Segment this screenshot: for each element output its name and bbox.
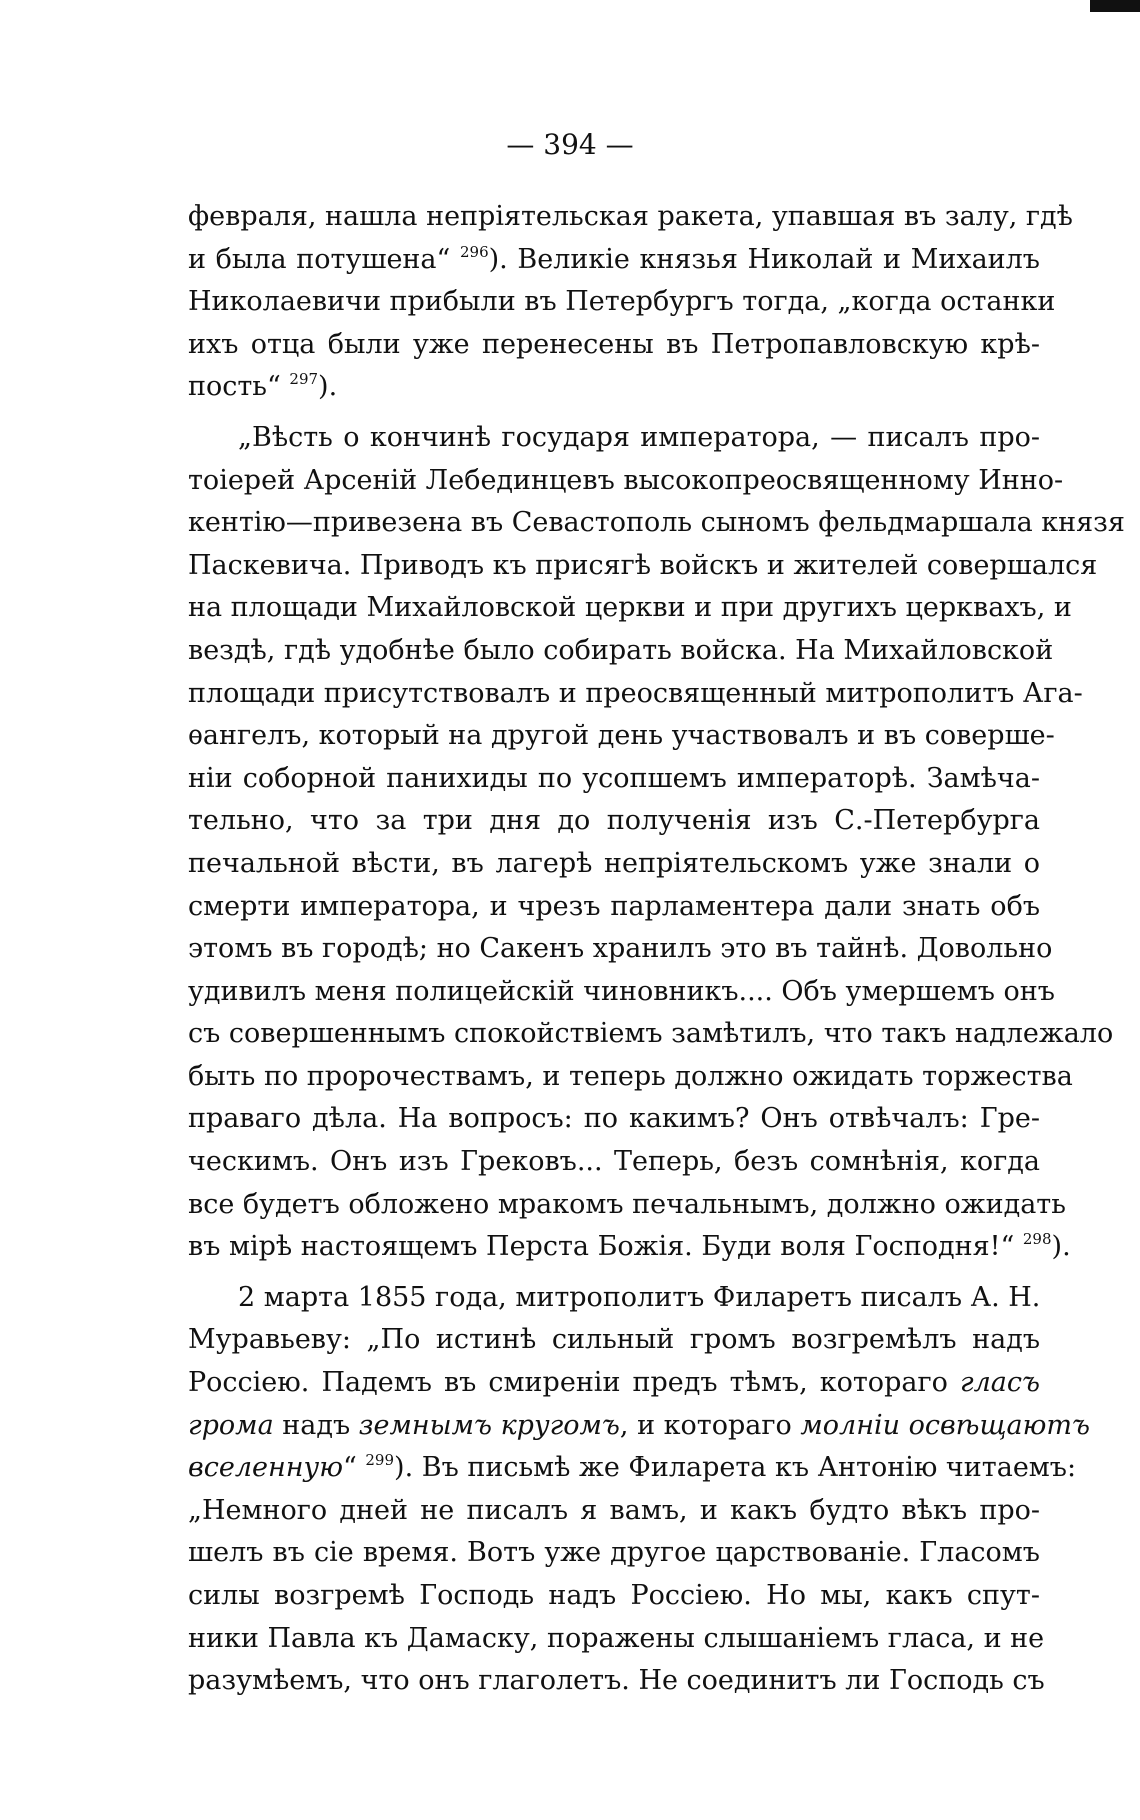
text-line: шелъ въ сіе время. Вотъ уже другое царствованіе. Гласомъ: [188, 1537, 1040, 1569]
text-line: тельно, что за три дня до полученія изъ С.-Петербурга: [188, 805, 1040, 837]
text-line: удивилъ меня полицейскій чиновникъ.... Объ умершемъ онъ: [188, 975, 1055, 1007]
line-text: “: [343, 1452, 366, 1484]
text-line: вездѣ, гдѣ удобнѣе было собирать войска. На Михайловской: [188, 634, 1054, 666]
text-line: ніи соборной панихиды по усопшемъ императорѣ. Замѣча-: [188, 762, 1040, 794]
line-text: ).: [1051, 1231, 1071, 1263]
footnote-ref: 297: [289, 370, 319, 389]
text-line: [188, 1447, 1077, 1490]
text-line: [188, 1362, 1040, 1405]
text-line: этомъ въ городѣ; но Сакенъ хранилъ это въ тайнѣ. Довольно: [188, 933, 1053, 965]
text-line: февраля, нашла непріятельская ракета, упавшая въ залу, гдѣ: [188, 201, 1073, 232]
text-line: разумѣемъ, что онъ глаголетъ. Не соединитъ ли Господь съ: [188, 1665, 1045, 1697]
line-text: ). Великіе князья Николай и Михаилъ: [488, 243, 1040, 275]
italic-text: вселенную: [188, 1452, 343, 1484]
text-line: смерти императора, и чрезъ парламентера дали знать объ: [188, 890, 1040, 922]
text-line: силы возгремѣ Господь надъ Россіею. Но мы, какъ спут-: [188, 1580, 1040, 1611]
italic-text: молніи освѣщаютъ: [800, 1409, 1090, 1441]
line-text: ). Въ письмѣ же Филарета къ Антонію читаемъ:: [394, 1452, 1077, 1484]
text-line: съ совершеннымъ спокойствіемъ замѣтилъ, что такъ надлежало: [188, 1018, 1114, 1050]
line-text: и была потушена“: [188, 243, 460, 275]
italic-text: грома: [188, 1409, 274, 1441]
text-line: тоіерей Арсеній Лебединцевъ высокопреосвященному Инно-: [188, 464, 1064, 496]
line-text: Россіею. Падемъ въ смиреніи предъ тѣмъ, котораго: [188, 1367, 960, 1399]
text-line: площади присутствовалъ и преосвященный митрополитъ Ага-: [188, 677, 1083, 709]
scan-corner-mark: [1090, 0, 1140, 12]
text-line: [188, 1226, 1071, 1269]
text-line: [188, 239, 1040, 282]
text-line: на площади Михайловской церкви и при другихъ церквахъ, и: [188, 592, 1072, 624]
line-text: пость“: [188, 371, 290, 403]
text-line: 2 марта 1855 года, митрополитъ Филаретъ писалъ А. Н.: [238, 1281, 1041, 1313]
text-line: все будетъ обложено мракомъ печальнымъ, должно ожидать: [188, 1188, 1066, 1220]
footnote-ref: 296: [459, 242, 489, 261]
text-line: ческимъ. Онъ изъ Грековъ... Теперь, безъ сомнѣнія, когда: [188, 1146, 1040, 1178]
text-line: „Вѣсть о кончинѣ государя императора, — писалъ про-: [238, 421, 1040, 453]
text-line: кентію—привезена въ Севастополь сыномъ фельдмаршала князя: [188, 507, 1125, 539]
text-line: Николаевичи прибыли въ Петербургъ тогда, „когда останки: [188, 286, 1056, 318]
italic-text: земнымъ кругомъ: [358, 1409, 620, 1441]
text-line: Муравьеву: „По истинѣ сильный громъ возгремѣлъ надъ: [188, 1324, 1040, 1356]
text-line: ѳангелъ, который на другой день участвовалъ и въ соверше-: [188, 720, 1055, 752]
text-line: быть по пророчествамъ, и теперь должно ожидать торжества: [188, 1060, 1073, 1092]
footnote-ref: 299: [365, 1451, 395, 1470]
line-text: надъ: [273, 1409, 359, 1441]
line-text: въ мірѣ настоящемъ Перста Божія. Буди воля Господня!“: [188, 1231, 1023, 1263]
text-line: ихъ отца были уже перенесены въ Петропавловскую крѣ-: [188, 328, 1040, 360]
page-text: [188, 196, 1125, 1703]
text-line: Паскевича. Приводъ къ присягѣ войскъ и жителей совершался: [188, 549, 1098, 581]
footnote-ref: 298: [1022, 1230, 1052, 1249]
text-line: [188, 1405, 1090, 1448]
text-line: ники Павла къ Дамаску, поражены слышаніемъ гласа, и не: [188, 1622, 1045, 1654]
text-line: печальной вѣсти, въ лагерѣ непріятельскомъ уже знали о: [188, 847, 1040, 879]
page-number: — 394 —: [506, 128, 634, 161]
italic-text: гласъ: [959, 1367, 1040, 1399]
text-line: [188, 366, 1040, 409]
line-text: , и котораго: [619, 1409, 801, 1441]
line-text: ).: [318, 371, 338, 403]
text-line: „Немного дней не писалъ я вамъ, и какъ будто вѣкъ про-: [188, 1494, 1040, 1526]
text-line: праваго дѣла. На вопросъ: по какимъ? Онъ отвѣчалъ: Гре-: [188, 1103, 1040, 1135]
